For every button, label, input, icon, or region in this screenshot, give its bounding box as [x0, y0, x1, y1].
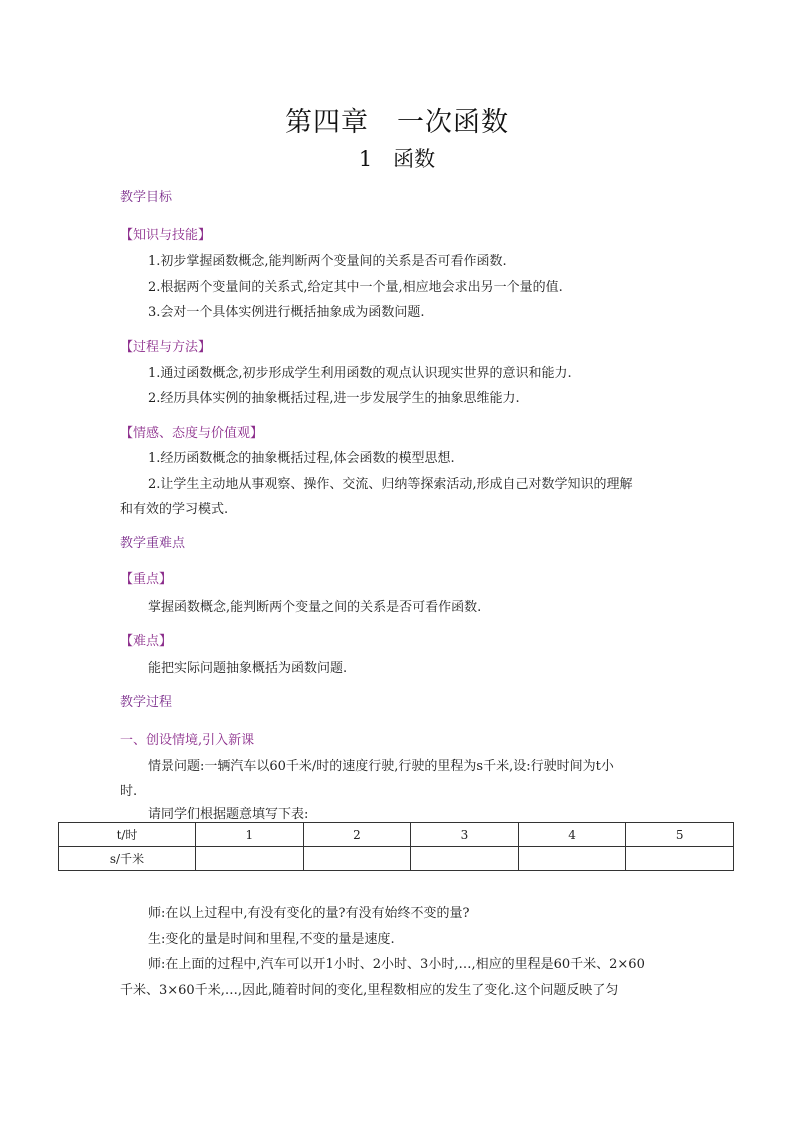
table-cell: 1 [196, 823, 304, 847]
table-cell-empty [196, 847, 304, 871]
goal-item: 1.通过函数概念,初步形成学生利用函数的观点认识现实世界的意识和能力. [148, 366, 572, 381]
goal-item: 1.经历函数概念的抽象概括过程,体会函数的模型思想. [148, 451, 455, 466]
table-row [59, 823, 734, 847]
scenario-text-continued: 时. [120, 784, 138, 799]
subheading-key: 【重点】 [120, 572, 173, 587]
dialogue-line-continued: 千米、3×60千米,…,因此,随着时间的变化,里程数相应的发生了变化.这个问题反映了匀 [120, 983, 619, 998]
goal-item: 2.经历具体实例的抽象概括过程,进一步发展学生的抽象思维能力. [148, 391, 520, 406]
goal-item: 2.根据两个变量间的关系式,给定其中一个量,相应地会求出另一个量的值. [148, 280, 563, 295]
section-heading-keydiff: 教学重难点 [120, 536, 186, 551]
table-cell: 5 [626, 823, 734, 847]
section-heading-teaching: 教学过程 [120, 695, 173, 710]
goal-item: 1.初步掌握函数概念,能判断两个变量间的关系是否可看作函数. [148, 254, 507, 269]
table-instruction: 请同学们根据题意填写下表: [148, 807, 309, 822]
table-cell-empty [626, 847, 734, 871]
table-header-cell: s/千米 [59, 847, 196, 871]
part-heading: 一、创设情境,引入新课 [120, 733, 255, 748]
table-cell: 2 [303, 823, 411, 847]
dialogue-line: 生:变化的量是时间和里程,不变的量是速度. [148, 932, 395, 947]
subheading-knowledge: 【知识与技能】 [120, 228, 212, 243]
scenario-text: 情景问题:一辆汽车以60千米/时的速度行驶,行驶的里程为s千米,设:行驶时间为t小 [148, 759, 614, 774]
lesson-title: 1 函数 [358, 147, 436, 171]
subheading-process: 【过程与方法】 [120, 340, 212, 355]
table-cell: 3 [411, 823, 519, 847]
table-cell-empty [411, 847, 519, 871]
key-point: 掌握函数概念,能判断两个变量之间的关系是否可看作函数. [148, 600, 482, 615]
chapter-title: 第四章 一次函数 [285, 107, 509, 138]
dialogue-line: 师:在上面的过程中,汽车可以开1小时、2小时、3小时,…,相应的里程是60千米、2×60 [148, 957, 645, 972]
subheading-emotion: 【情感、态度与价值观】 [120, 426, 264, 441]
subheading-difficulty: 【难点】 [120, 634, 173, 649]
data-table [58, 822, 734, 871]
table-cell-empty [303, 847, 411, 871]
table-cell-empty [518, 847, 626, 871]
goal-item-continued: 和有效的学习模式. [120, 502, 229, 517]
difficulty-point: 能把实际问题抽象概括为函数问题. [148, 661, 348, 676]
goal-item: 3.会对一个具体实例进行概括抽象成为函数问题. [148, 305, 425, 320]
table-row [59, 847, 734, 871]
table-header-cell: t/时 [59, 823, 196, 847]
goal-item: 2.让学生主动地从事观察、操作、交流、归纳等探索活动,形成自己对数学知识的理解 [148, 477, 633, 492]
section-heading-goals: 教学目标 [120, 190, 173, 205]
table-cell: 4 [518, 823, 626, 847]
dialogue-line: 师:在以上过程中,有没有变化的量?有没有始终不变的量? [148, 906, 470, 921]
